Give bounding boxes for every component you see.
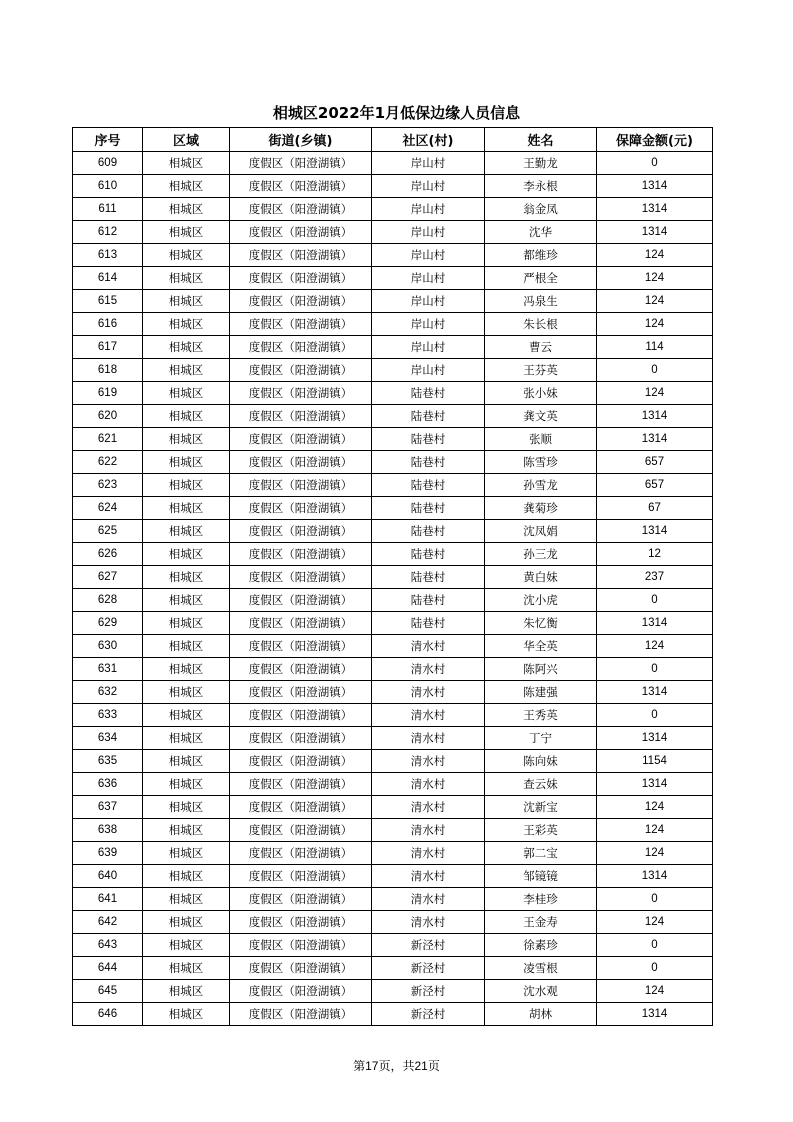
cell-amount: 1314 xyxy=(597,727,713,750)
cell-amount: 1314 xyxy=(597,198,713,221)
cell-index: 633 xyxy=(73,704,143,727)
cell-name: 王勤龙 xyxy=(485,152,597,175)
table-row xyxy=(73,359,713,382)
cell-street: 度假区（阳澄湖镇） xyxy=(230,336,372,359)
cell-amount: 1314 xyxy=(597,520,713,543)
cell-district: 相城区 xyxy=(143,175,230,198)
cell-name: 王芬英 xyxy=(485,359,597,382)
cell-community: 清水村 xyxy=(372,635,485,658)
table-row xyxy=(73,244,713,267)
cell-index: 645 xyxy=(73,980,143,1003)
cell-community: 清水村 xyxy=(372,819,485,842)
cell-amount: 0 xyxy=(597,934,713,957)
cell-community: 陆巷村 xyxy=(372,520,485,543)
cell-community: 陆巷村 xyxy=(372,428,485,451)
cell-name: 王彩英 xyxy=(485,819,597,842)
cell-name: 孙雪龙 xyxy=(485,474,597,497)
cell-district: 相城区 xyxy=(143,589,230,612)
cell-index: 613 xyxy=(73,244,143,267)
cell-community: 陆巷村 xyxy=(372,382,485,405)
cell-street: 度假区（阳澄湖镇） xyxy=(230,520,372,543)
cell-street: 度假区（阳澄湖镇） xyxy=(230,451,372,474)
cell-index: 643 xyxy=(73,934,143,957)
cell-amount: 1314 xyxy=(597,221,713,244)
cell-district: 相城区 xyxy=(143,934,230,957)
table-row xyxy=(73,520,713,543)
table-row xyxy=(73,888,713,911)
cell-index: 636 xyxy=(73,773,143,796)
cell-name: 王秀英 xyxy=(485,704,597,727)
cell-district: 相城区 xyxy=(143,658,230,681)
cell-name: 李永根 xyxy=(485,175,597,198)
table-row xyxy=(73,865,713,888)
cell-index: 611 xyxy=(73,198,143,221)
cell-index: 616 xyxy=(73,313,143,336)
cell-community: 新泾村 xyxy=(372,957,485,980)
cell-name: 丁宁 xyxy=(485,727,597,750)
cell-community: 岸山村 xyxy=(372,359,485,382)
cell-district: 相城区 xyxy=(143,313,230,336)
cell-district: 相城区 xyxy=(143,796,230,819)
cell-amount: 124 xyxy=(597,244,713,267)
cell-name: 郭二宝 xyxy=(485,842,597,865)
cell-district: 相城区 xyxy=(143,290,230,313)
cell-community: 新泾村 xyxy=(372,980,485,1003)
cell-amount: 1314 xyxy=(597,405,713,428)
cell-district: 相城区 xyxy=(143,612,230,635)
cell-amount: 0 xyxy=(597,658,713,681)
cell-district: 相城区 xyxy=(143,566,230,589)
table-row xyxy=(73,704,713,727)
table-row xyxy=(73,934,713,957)
table-row xyxy=(73,543,713,566)
cell-name: 沈水观 xyxy=(485,980,597,1003)
footer-total-pages: 21 xyxy=(414,1059,428,1073)
cell-index: 642 xyxy=(73,911,143,934)
cell-amount: 0 xyxy=(597,359,713,382)
cell-district: 相城区 xyxy=(143,888,230,911)
cell-district: 相城区 xyxy=(143,520,230,543)
cell-name: 严根全 xyxy=(485,267,597,290)
cell-community: 清水村 xyxy=(372,842,485,865)
cell-amount: 1314 xyxy=(597,428,713,451)
cell-district: 相城区 xyxy=(143,1003,230,1026)
table-row xyxy=(73,336,713,359)
cell-community: 清水村 xyxy=(372,658,485,681)
cell-district: 相城区 xyxy=(143,451,230,474)
cell-street: 度假区（阳澄湖镇） xyxy=(230,750,372,773)
cell-name: 沈华 xyxy=(485,221,597,244)
cell-street: 度假区（阳澄湖镇） xyxy=(230,497,372,520)
cell-street: 度假区（阳澄湖镇） xyxy=(230,589,372,612)
table-row xyxy=(73,957,713,980)
cell-amount: 124 xyxy=(597,819,713,842)
cell-district: 相城区 xyxy=(143,244,230,267)
table-row xyxy=(73,221,713,244)
cell-name: 张小妹 xyxy=(485,382,597,405)
cell-district: 相城区 xyxy=(143,750,230,773)
cell-street: 度假区（阳澄湖镇） xyxy=(230,957,372,980)
cell-index: 639 xyxy=(73,842,143,865)
cell-street: 度假区（阳澄湖镇） xyxy=(230,474,372,497)
cell-street: 度假区（阳澄湖镇） xyxy=(230,888,372,911)
cell-street: 度假区（阳澄湖镇） xyxy=(230,612,372,635)
cell-amount: 0 xyxy=(597,888,713,911)
cell-amount: 1314 xyxy=(597,773,713,796)
cell-index: 621 xyxy=(73,428,143,451)
cell-street: 度假区（阳澄湖镇） xyxy=(230,267,372,290)
cell-community: 清水村 xyxy=(372,773,485,796)
cell-amount: 657 xyxy=(597,451,713,474)
cell-district: 相城区 xyxy=(143,842,230,865)
cell-community: 岸山村 xyxy=(372,290,485,313)
cell-amount: 67 xyxy=(597,497,713,520)
cell-street: 度假区（阳澄湖镇） xyxy=(230,796,372,819)
cell-district: 相城区 xyxy=(143,152,230,175)
cell-district: 相城区 xyxy=(143,336,230,359)
table-row xyxy=(73,405,713,428)
cell-index: 630 xyxy=(73,635,143,658)
table-row xyxy=(73,773,713,796)
cell-street: 度假区（阳澄湖镇） xyxy=(230,911,372,934)
header-street: 街道(乡镇) xyxy=(230,128,372,152)
table-row xyxy=(73,589,713,612)
cell-community: 陆巷村 xyxy=(372,405,485,428)
cell-name: 孙三龙 xyxy=(485,543,597,566)
cell-name: 黄白妹 xyxy=(485,566,597,589)
cell-name: 查云妹 xyxy=(485,773,597,796)
cell-community: 岸山村 xyxy=(372,152,485,175)
footer-mid: 页，共 xyxy=(378,1059,415,1073)
table-row xyxy=(73,474,713,497)
cell-community: 清水村 xyxy=(372,865,485,888)
cell-street: 度假区（阳澄湖镇） xyxy=(230,405,372,428)
cell-index: 640 xyxy=(73,865,143,888)
header-row xyxy=(73,128,713,152)
cell-amount: 124 xyxy=(597,382,713,405)
cell-community: 岸山村 xyxy=(372,198,485,221)
cell-district: 相城区 xyxy=(143,704,230,727)
cell-name: 陈向妹 xyxy=(485,750,597,773)
table-row xyxy=(73,727,713,750)
table-row xyxy=(73,681,713,704)
cell-index: 612 xyxy=(73,221,143,244)
cell-index: 637 xyxy=(73,796,143,819)
cell-index: 617 xyxy=(73,336,143,359)
cell-community: 陆巷村 xyxy=(372,451,485,474)
cell-street: 度假区（阳澄湖镇） xyxy=(230,152,372,175)
cell-amount: 0 xyxy=(597,957,713,980)
cell-amount: 657 xyxy=(597,474,713,497)
cell-index: 626 xyxy=(73,543,143,566)
footer-suffix: 页 xyxy=(427,1059,440,1073)
cell-amount: 1314 xyxy=(597,865,713,888)
cell-street: 度假区（阳澄湖镇） xyxy=(230,1003,372,1026)
cell-district: 相城区 xyxy=(143,865,230,888)
table-row xyxy=(73,658,713,681)
cell-name: 曹云 xyxy=(485,336,597,359)
cell-street: 度假区（阳澄湖镇） xyxy=(230,382,372,405)
table-row xyxy=(73,382,713,405)
page-footer xyxy=(0,1057,793,1074)
cell-amount: 0 xyxy=(597,152,713,175)
cell-district: 相城区 xyxy=(143,497,230,520)
cell-amount: 1314 xyxy=(597,175,713,198)
cell-index: 632 xyxy=(73,681,143,704)
cell-district: 相城区 xyxy=(143,635,230,658)
cell-name: 都维珍 xyxy=(485,244,597,267)
cell-name: 陈雪珍 xyxy=(485,451,597,474)
cell-street: 度假区（阳澄湖镇） xyxy=(230,175,372,198)
cell-street: 度假区（阳澄湖镇） xyxy=(230,934,372,957)
cell-street: 度假区（阳澄湖镇） xyxy=(230,658,372,681)
cell-name: 翁金凤 xyxy=(485,198,597,221)
cell-name: 陈阿兴 xyxy=(485,658,597,681)
cell-street: 度假区（阳澄湖镇） xyxy=(230,543,372,566)
cell-community: 清水村 xyxy=(372,911,485,934)
cell-name: 李桂珍 xyxy=(485,888,597,911)
cell-amount: 114 xyxy=(597,336,713,359)
cell-index: 635 xyxy=(73,750,143,773)
cell-district: 相城区 xyxy=(143,221,230,244)
cell-community: 陆巷村 xyxy=(372,612,485,635)
table-row xyxy=(73,980,713,1003)
cell-community: 岸山村 xyxy=(372,267,485,290)
cell-amount: 124 xyxy=(597,842,713,865)
cell-name: 邹镜镜 xyxy=(485,865,597,888)
table-row xyxy=(73,819,713,842)
cell-community: 岸山村 xyxy=(372,336,485,359)
page-title: 相城区2022年1月低保边缘人员信息 xyxy=(272,104,521,122)
cell-community: 陆巷村 xyxy=(372,497,485,520)
header-amount: 保障金额(元) xyxy=(597,128,713,152)
cell-index: 644 xyxy=(73,957,143,980)
cell-district: 相城区 xyxy=(143,359,230,382)
cell-community: 陆巷村 xyxy=(372,543,485,566)
cell-community: 清水村 xyxy=(372,750,485,773)
cell-index: 609 xyxy=(73,152,143,175)
cell-name: 龚菊珍 xyxy=(485,497,597,520)
cell-street: 度假区（阳澄湖镇） xyxy=(230,773,372,796)
cell-community: 新泾村 xyxy=(372,1003,485,1026)
table-row xyxy=(73,267,713,290)
cell-amount: 124 xyxy=(597,313,713,336)
cell-district: 相城区 xyxy=(143,980,230,1003)
cell-community: 陆巷村 xyxy=(372,566,485,589)
cell-name: 朱忆衡 xyxy=(485,612,597,635)
cell-name: 陈建强 xyxy=(485,681,597,704)
cell-amount: 0 xyxy=(597,589,713,612)
cell-community: 岸山村 xyxy=(372,221,485,244)
cell-index: 619 xyxy=(73,382,143,405)
footer-prefix: 第 xyxy=(353,1059,366,1073)
cell-amount: 0 xyxy=(597,704,713,727)
cell-name: 沈凤娟 xyxy=(485,520,597,543)
cell-street: 度假区（阳澄湖镇） xyxy=(230,842,372,865)
cell-community: 新泾村 xyxy=(372,934,485,957)
cell-community: 清水村 xyxy=(372,681,485,704)
cell-district: 相城区 xyxy=(143,911,230,934)
cell-street: 度假区（阳澄湖镇） xyxy=(230,428,372,451)
cell-index: 622 xyxy=(73,451,143,474)
table-row xyxy=(73,451,713,474)
cell-amount: 12 xyxy=(597,543,713,566)
table-row xyxy=(73,842,713,865)
cell-community: 陆巷村 xyxy=(372,589,485,612)
cell-district: 相城区 xyxy=(143,819,230,842)
table-row xyxy=(73,635,713,658)
cell-name: 胡林 xyxy=(485,1003,597,1026)
table-row xyxy=(73,1003,713,1026)
table-row xyxy=(73,796,713,819)
table-row xyxy=(73,612,713,635)
cell-index: 624 xyxy=(73,497,143,520)
cell-district: 相城区 xyxy=(143,198,230,221)
cell-street: 度假区（阳澄湖镇） xyxy=(230,681,372,704)
table-row xyxy=(73,290,713,313)
cell-name: 徐素珍 xyxy=(485,934,597,957)
table-row xyxy=(73,911,713,934)
cell-community: 清水村 xyxy=(372,727,485,750)
cell-community: 陆巷村 xyxy=(372,474,485,497)
cell-street: 度假区（阳澄湖镇） xyxy=(230,198,372,221)
cell-street: 度假区（阳澄湖镇） xyxy=(230,865,372,888)
cell-amount: 237 xyxy=(597,566,713,589)
cell-index: 629 xyxy=(73,612,143,635)
table-row xyxy=(73,566,713,589)
cell-street: 度假区（阳澄湖镇） xyxy=(230,819,372,842)
cell-name: 朱长根 xyxy=(485,313,597,336)
cell-street: 度假区（阳澄湖镇） xyxy=(230,221,372,244)
cell-amount: 124 xyxy=(597,796,713,819)
cell-index: 631 xyxy=(73,658,143,681)
cell-community: 岸山村 xyxy=(372,244,485,267)
cell-amount: 124 xyxy=(597,980,713,1003)
cell-index: 623 xyxy=(73,474,143,497)
cell-district: 相城区 xyxy=(143,474,230,497)
cell-index: 628 xyxy=(73,589,143,612)
table-row xyxy=(73,198,713,221)
cell-community: 清水村 xyxy=(372,704,485,727)
cell-street: 度假区（阳澄湖镇） xyxy=(230,980,372,1003)
header-name: 姓名 xyxy=(485,128,597,152)
cell-community: 岸山村 xyxy=(372,313,485,336)
cell-index: 641 xyxy=(73,888,143,911)
cell-name: 张顺 xyxy=(485,428,597,451)
table-row xyxy=(73,175,713,198)
data-table xyxy=(72,127,713,1026)
cell-name: 龚文英 xyxy=(485,405,597,428)
cell-name: 沈新宝 xyxy=(485,796,597,819)
table-body xyxy=(73,152,713,1026)
cell-index: 627 xyxy=(73,566,143,589)
cell-index: 618 xyxy=(73,359,143,382)
cell-index: 614 xyxy=(73,267,143,290)
cell-amount: 124 xyxy=(597,267,713,290)
cell-amount: 1314 xyxy=(597,612,713,635)
cell-district: 相城区 xyxy=(143,727,230,750)
cell-district: 相城区 xyxy=(143,773,230,796)
cell-street: 度假区（阳澄湖镇） xyxy=(230,290,372,313)
cell-name: 华全英 xyxy=(485,635,597,658)
cell-amount: 1314 xyxy=(597,1003,713,1026)
cell-community: 清水村 xyxy=(372,796,485,819)
cell-index: 634 xyxy=(73,727,143,750)
cell-district: 相城区 xyxy=(143,405,230,428)
cell-street: 度假区（阳澄湖镇） xyxy=(230,727,372,750)
cell-index: 620 xyxy=(73,405,143,428)
cell-district: 相城区 xyxy=(143,543,230,566)
cell-street: 度假区（阳澄湖镇） xyxy=(230,244,372,267)
cell-district: 相城区 xyxy=(143,428,230,451)
table-row xyxy=(73,152,713,175)
cell-index: 625 xyxy=(73,520,143,543)
cell-community: 岸山村 xyxy=(372,175,485,198)
cell-amount: 1314 xyxy=(597,681,713,704)
cell-name: 沈小虎 xyxy=(485,589,597,612)
cell-street: 度假区（阳澄湖镇） xyxy=(230,704,372,727)
table-row xyxy=(73,313,713,336)
cell-street: 度假区（阳澄湖镇） xyxy=(230,359,372,382)
footer-page-number: 17 xyxy=(365,1059,379,1073)
cell-district: 相城区 xyxy=(143,681,230,704)
cell-index: 615 xyxy=(73,290,143,313)
cell-amount: 124 xyxy=(597,911,713,934)
cell-name: 冯泉生 xyxy=(485,290,597,313)
header-district: 区域 xyxy=(143,128,230,152)
table-row xyxy=(73,497,713,520)
cell-index: 638 xyxy=(73,819,143,842)
cell-community: 清水村 xyxy=(372,888,485,911)
cell-street: 度假区（阳澄湖镇） xyxy=(230,635,372,658)
cell-amount: 124 xyxy=(597,635,713,658)
cell-street: 度假区（阳澄湖镇） xyxy=(230,566,372,589)
header-community: 社区(村) xyxy=(372,128,485,152)
cell-district: 相城区 xyxy=(143,267,230,290)
cell-name: 凌雪根 xyxy=(485,957,597,980)
cell-index: 646 xyxy=(73,1003,143,1026)
cell-district: 相城区 xyxy=(143,382,230,405)
cell-amount: 1154 xyxy=(597,750,713,773)
table-row xyxy=(73,428,713,451)
table-row xyxy=(73,750,713,773)
header-index: 序号 xyxy=(73,128,143,152)
cell-district: 相城区 xyxy=(143,957,230,980)
cell-street: 度假区（阳澄湖镇） xyxy=(230,313,372,336)
cell-name: 王金寿 xyxy=(485,911,597,934)
cell-amount: 124 xyxy=(597,290,713,313)
cell-index: 610 xyxy=(73,175,143,198)
